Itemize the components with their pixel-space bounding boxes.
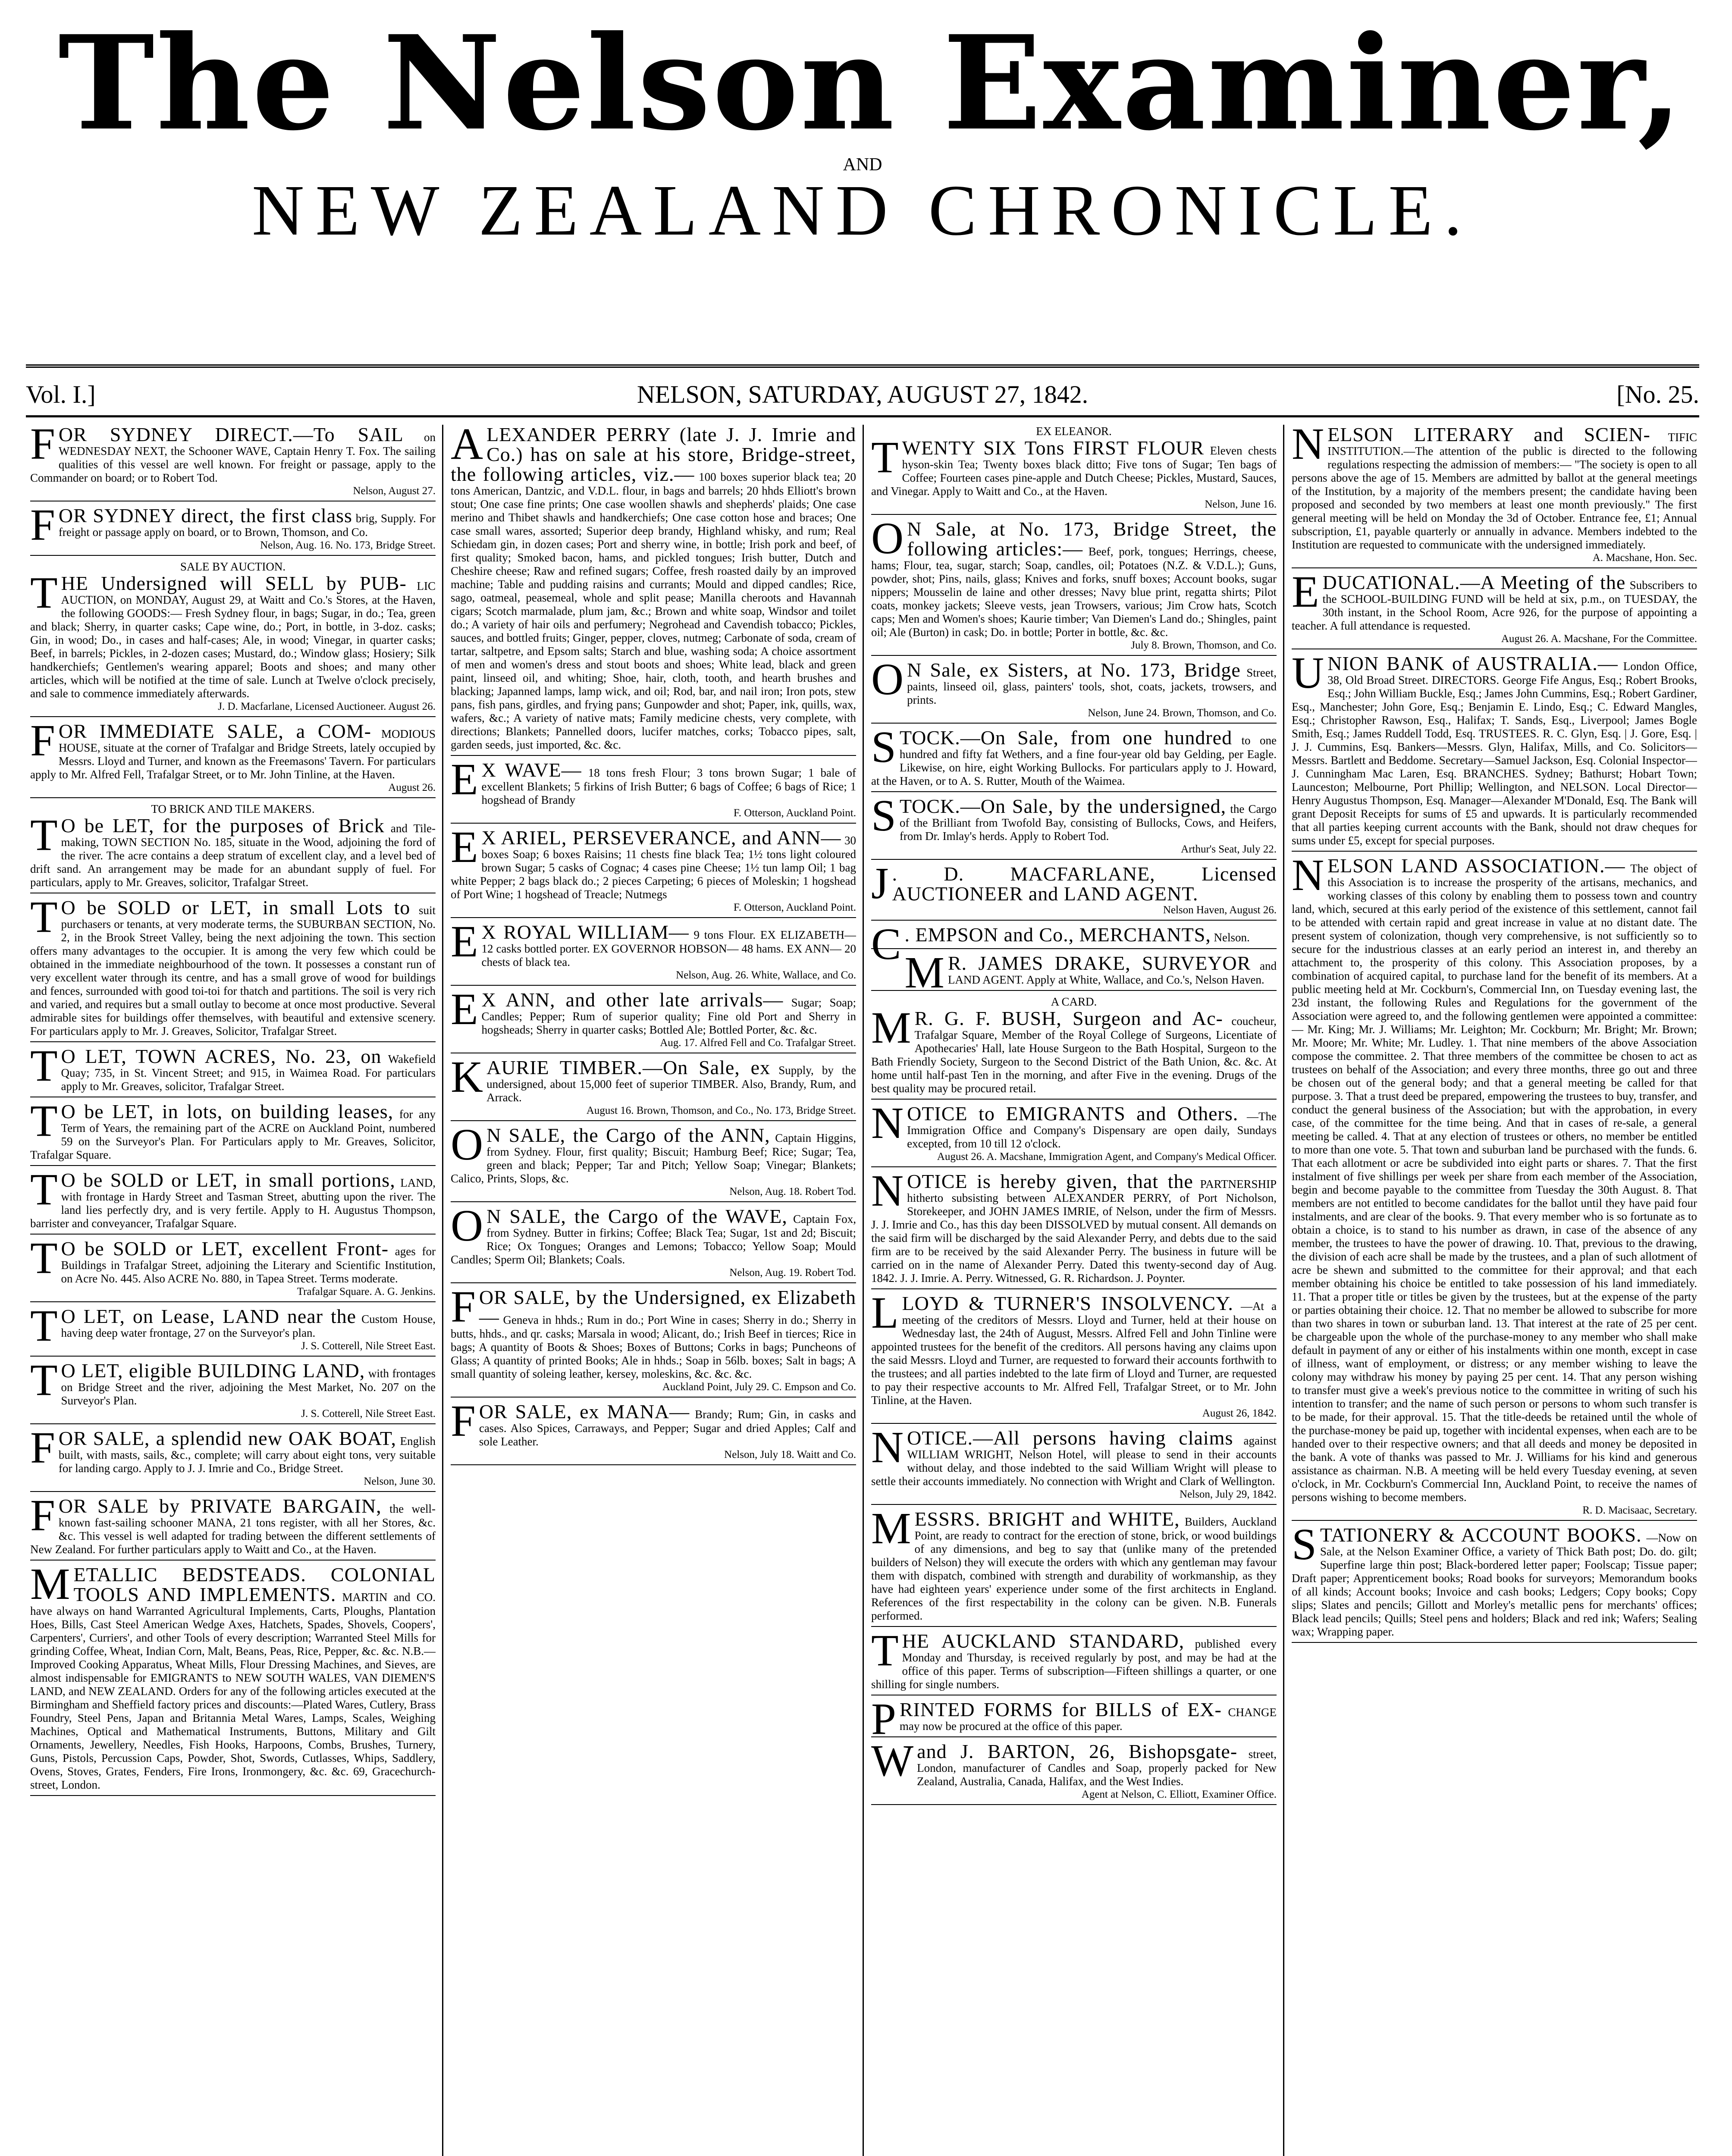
ad-text <box>30 810 436 889</box>
advertisement <box>1292 425 1697 568</box>
ad-text <box>451 917 856 969</box>
advertisement <box>871 655 1277 724</box>
drop-capital: N <box>1292 425 1324 469</box>
advertisement <box>30 716 436 798</box>
ad-headline: O LET, TOWN ACRES, No. 23, on <box>61 1045 382 1067</box>
advertisement <box>30 1423 436 1492</box>
ad-headline: X ROYAL WILLIAM— <box>481 921 689 943</box>
drop-capital: F <box>451 1396 476 1446</box>
drop-capital: P <box>871 1694 896 1744</box>
advertisement <box>1292 850 1697 1521</box>
ad-body: Brandy; Rum; Gin, in casks and cases. Also Spices, Carraways, and Pepper; Sugar and dried Apples; Calf and sole Leather. <box>479 1408 856 1448</box>
ad-body: 9 tons Flour. EX ELIZABETH— 12 casks bottled porter. EX GOVERNOR HOBSON— 48 hams. EX ANN— 20 chests of black tea. <box>481 928 856 968</box>
ad-headline: OTICE to EMIGRANTS and Others. <box>907 1103 1239 1125</box>
drop-capital: T <box>30 892 58 942</box>
advertisement <box>451 755 856 824</box>
advertisement <box>30 560 436 717</box>
ad-text <box>1292 850 1697 1504</box>
ad-text <box>871 859 1277 908</box>
ad-signature: Nelson Haven, August 26. <box>1163 904 1277 916</box>
drop-capital: E <box>451 755 478 804</box>
advertisement <box>871 1504 1277 1627</box>
ad-headline: O be LET, for the purposes of Brick <box>61 815 385 837</box>
ad-body: —The Immigration Office and Company's Dispensary are open daily, Sundays excepted, from 10 till 12 o'clock. <box>907 1110 1277 1150</box>
drop-capital: F <box>30 716 55 765</box>
drop-capital: E <box>451 984 478 1034</box>
drop-capital: E <box>451 917 478 966</box>
ad-headline: O be SOLD or LET, in small portions, <box>61 1169 395 1191</box>
ad-headline: TOCK.—On Sale, from one hundred <box>899 727 1233 749</box>
advertisement <box>871 1288 1277 1424</box>
drop-capital: S <box>871 722 896 772</box>
ad-text <box>1292 567 1697 633</box>
newspaper-subtitle: NEW ZEALAND CHRONICLE. <box>252 170 1473 251</box>
ad-body: Geneva in hhds.; Rum in do.; Port Wine in cases; Sherry in do.; Sherry in butts, hhds., and qr. casks; Marsala in wood; Alicant, do.; Irish Beef in tierces; Rice in bags; A quantity of Boots & Shoes; Boxes of Buttons; Corks in bags; Puncheons of Glass; A quantity of printed Books; Ale in hhds.; Soap in 56lb. boxes; Salt in bags; A small quantity of soleing leather, kersey, moleskins, &c. &c. &c. <box>451 1313 856 1380</box>
advertisement <box>871 995 1277 1100</box>
ad-kicker: EX ELEANOR. <box>1036 425 1112 438</box>
ad-headline: ETALLIC BEDSTEADS. COLONIAL TOOLS AND IMPLEMENTS. <box>73 1564 436 1605</box>
ad-text <box>871 1736 1277 1788</box>
ad-body: Custom House, having deep water frontage, 27 on the Surveyor's plan. <box>61 1313 436 1339</box>
ad-signature: August 26. <box>388 782 436 793</box>
ad-headline: R. JAMES DRAKE, SURVEYOR <box>948 952 1251 974</box>
ad-body: street, London, manufacturer of Candles and Soap, properly packed for New Zealand, Australia, Canada, Halifax, and the West Indies. <box>917 1748 1277 1788</box>
ad-body: LIC AUCTION, on MONDAY, August 29, at Waitt and Co.'s Stores, at the Haven, the following GOODS:— Fresh Sydney flour, in bags; Sugar, in do.; Tea, green and black; Sherry, in quarter casks; Cape wine, do.; Port, in bottle, in 3-doz. casks; Gin, in wood; Do., in cases and half-cases; Ale, in wood; Vinegar, in quarter casks; Beef, in barrels; Pickles, in 2-dozen cases; Mustard, do.; Window glass; Hosiery; Silk handkerchiefs; Gentlemen's wearing apparel; Boots and shoes; and many other articles, which will be notified at the time of sale. Lunch at Twelve o'clock precisely, and sale to commence immediately afterwards. <box>30 580 436 700</box>
ad-body: Wakefield Quay; 735, in St. Vincent Street; and 915, in Waimea Road. For particulars apply to Mr. Greaves, solicitor, Trafalgar Street. <box>61 1053 436 1093</box>
masthead-and: AND <box>843 155 882 175</box>
ad-body: the Cargo of the Brilliant from Twofold Bay, consisting of Bullocks, Cows, and Heifers, from Dr. Imlay's herds. Apply to Robert Tod. <box>899 802 1277 843</box>
drop-capital: M <box>871 1504 911 1553</box>
ad-headline: N SALE, the Cargo of the ANN, <box>486 1124 770 1146</box>
ad-signature: Nelson, Aug. 26. White, Wallace, and Co. <box>676 969 856 981</box>
ad-signature: Nelson, June 24. Brown, Thomson, and Co. <box>1088 707 1277 719</box>
ad-text <box>871 514 1277 639</box>
ad-signature: R. D. Macisaac, Secretary. <box>1582 1504 1697 1516</box>
drop-capital: T <box>871 1626 899 1675</box>
ad-headline: . EMPSON and Co., MERCHANTS, <box>904 924 1211 946</box>
ad-signature: Arthur's Seat, July 22. <box>1181 843 1277 855</box>
advertisement <box>451 917 856 986</box>
advertisement <box>30 1233 436 1302</box>
ad-headline: OR SYDNEY direct, the first class <box>58 505 352 526</box>
ad-headline: O be LET, in lots, on building leases, <box>61 1100 394 1122</box>
ad-headline: DUCATIONAL.—A Meeting of the <box>1322 571 1626 593</box>
ad-body: English built, with masts, sails, &c., complete; will carry about eight tons, very suitable for landing cargo. Apply to J. J. Imrie and Co., Bridge Street. <box>58 1435 436 1475</box>
column-rule <box>1283 425 1284 2156</box>
advertisement <box>871 1626 1277 1695</box>
advertisement <box>451 822 856 918</box>
advertisement <box>30 500 436 556</box>
drop-capital: N <box>1292 850 1324 900</box>
ad-text <box>30 716 436 781</box>
ad-body: and Tile-making, TOWN SECTION No. 185, situate in the Wood, adjoining the ford of the river. The acre contains a deep stratum of excellent clay, and a level bed of drift sand. An arrangement may be made for an abundant supply of fuel. For particulars, apply to Mr. Greaves, solicitor, Trafalgar Street. <box>30 822 436 889</box>
ad-text <box>871 1098 1277 1150</box>
column-4 <box>1292 425 1697 2156</box>
ad-signature: August 26. A. Macshane, Immigration Agent, and Company's Medical Officer. <box>937 1151 1277 1163</box>
ad-signature: Nelson, Aug. 16. No. 173, Bridge Street. <box>260 539 436 551</box>
ad-headline: N Sale, at No. 173, Bridge Street, the following articles:— <box>907 518 1277 560</box>
ad-headline: X ARIEL, PERSEVERANCE, and ANN— <box>481 827 841 849</box>
ad-headline: and J. BARTON, 26, Bishopsgate- <box>917 1740 1238 1762</box>
ad-body: CHANGE may now be procured at the office of this paper. <box>899 1706 1277 1733</box>
ad-headline: OR SALE by PRIVATE BARGAIN, <box>58 1495 382 1517</box>
dateline <box>26 364 1699 417</box>
drop-capital: T <box>30 1233 58 1283</box>
ad-text <box>30 1041 436 1093</box>
ad-headline: AURIE TIMBER.—On Sale, ex <box>486 1056 771 1078</box>
ad-body: Captain Fox, from Sydney. Butter in firkins; Coffee; Black Tea; Sugar, 1st and 2d; Biscuit; Rice; Ox Tongues; Oranges and Lemons; Tobacco; Yellow Soap; Mould Candles; Sperm Oil; Blankets; Coals. <box>451 1213 856 1266</box>
advertisement <box>30 1491 436 1561</box>
advertisement <box>871 514 1277 656</box>
ad-body: ages for Buildings in Trafalgar Street, adjoining the Literary and Scientific Institution, on Acre No. 445. Also ACRE No. 880, in Tapea Street. Terms moderate. <box>61 1245 436 1285</box>
drop-capital: T <box>30 810 58 860</box>
ad-body: Sugar; Soap; Candles; Pepper; Rum of superior quality; Fine old Port and Sherry in hogsheads; Sherry in quarter casks; Bottled Ale; Bottled Porter, &c. &c. <box>481 996 856 1036</box>
advertisement <box>451 1396 856 1465</box>
ad-text <box>30 1559 436 1792</box>
ad-signature: Nelson, Aug. 19. Robert Tod. <box>729 1267 856 1279</box>
ad-signature: F. Otterson, Auckland Point. <box>733 902 856 913</box>
advertisement <box>451 1282 856 1398</box>
advertisement <box>30 1041 436 1097</box>
drop-capital: F <box>30 1491 55 1540</box>
ad-signature: J. S. Cotterell, Nile Street East. <box>301 1408 436 1420</box>
drop-capital: F <box>451 1282 476 1332</box>
drop-capital: T <box>30 568 58 617</box>
ad-text <box>451 1201 856 1266</box>
advertisement <box>1292 567 1697 649</box>
ad-text <box>1292 425 1697 552</box>
advertisement <box>30 1559 436 1796</box>
ad-text <box>451 755 856 807</box>
ad-headline: O LET, eligible BUILDING LAND, <box>61 1360 365 1382</box>
ad-headline: O LET, on Lease, LAND near the <box>61 1305 357 1327</box>
ad-body: coucheur, Trafalgar Square, Member of the Royal College of Surgeons, Licentiate of Apothecaries' Hall, late House Surgeon to the Bath Hospital, Surgeon to the Bath Friendly Society, Surgeon to the Second District of the Bath Union, &c. &c. At home until half-past Ten in the morning, and after Five in the evening. Drugs of the best quality may be procured retail. <box>871 1015 1277 1095</box>
drop-capital: M <box>871 1003 911 1053</box>
ad-text <box>871 1288 1277 1407</box>
ad-body: brig, Supply. For freight or passage apply on board, or to Brown, Thomson, and Co. <box>58 512 436 539</box>
ad-signature: July 8. Brown, Thomson, and Co. <box>1131 639 1277 651</box>
ad-text <box>1292 1520 1697 1639</box>
drop-capital: E <box>1292 567 1319 617</box>
ad-text <box>871 1166 1277 1285</box>
ad-text <box>871 791 1277 843</box>
ad-kicker: SALE BY AUCTION. <box>180 560 286 573</box>
ad-text <box>30 425 436 485</box>
ad-body: Captain Higgins, from Sydney. Flour, first quality; Biscuit; Hamburg Beef; Rice; Sugar; Tea, green and black; Pepper; Tar and Pitch; Yellow Soap; Vinegar; Blankets; Calico, Prints, Slops, &c. <box>451 1131 856 1185</box>
ad-signature: August 16. Brown, Thomson, and Co., No. 173, Bridge Street. <box>586 1105 856 1116</box>
ad-signature: Nelson, August 27. <box>353 485 436 497</box>
ad-body: MARTIN and CO. have always on hand Warranted Agricultural Implements, Carts, Ploughs, Plantation Hoes, Bills, Cast Steel American Wedge Axes, Hatchets, Spades, Shovels, Coopers', Carpenters', Curriers', and other Tools of every description; Warranted Steel Mills for grinding Coffee, Wheat, Indian Corn, Malt, Beans, Peas, Rice, Pepper, &c. &c. N.B.—Improved Cooking Apparatus, Wheat Mills, Flour Dressing Machines, and Sieves, are almost indispensable for EMIGRANTS to NEW SOUTH WALES, VAN DIEMEN'S LAND, and NEW ZEALAND. Orders for any of the following articles executed at the Birmingham and Sheffield factory prices and discounts:—Plated Wares, Cutlery, Brass Foundry, Steel Pens, Japan and Britannia Metal Wares, Lamps, Scales, Weighing Machines, Optical and Mathematical Instruments, Buttons, Military and Gilt Ornaments, Jewellery, Needles, Fish Hooks, Harpoons, Combs, Brushes, Turnery, Guns, Pistols, Percussion Caps, Powder, Shot, Swords, Cutlasses, Whips, Saddlery, Ovens, Stoves, Grates, Fenders, Fire Irons, Ironmongery, &c. &c. 69, Gracechurch-street, London. <box>30 1591 436 1791</box>
column-rule <box>863 425 864 2156</box>
ad-body: with frontages on Bridge Street and the river, adjoining the Mest Market, No. 207 on the Surveyor's Plan. <box>61 1367 436 1407</box>
ad-body: Builders, Auckland Point, are ready to contract for the erection of stone, brick, or wood buildings of any dimensions, and beg to say that (unlike many of the pretended builders of Nelson) they will execute the orders with which any gentleman may favour them with dispatch, combined with strength and durability of workmanship, as they have had eighteen years' experience under some of the first architects in England. References of the first respectability in the colony can be given. N.B. Funerals performed. <box>871 1515 1277 1622</box>
ad-body: on WEDNESDAY NEXT, the Schooner WAVE, Captain Henry T. Fox. The sailing qualities of this vessel are well known. For freight or passage, apply to the Commander on board; or to Robert Tod. <box>30 431 436 484</box>
advertisement <box>1292 1520 1697 1643</box>
ad-text <box>30 1096 436 1162</box>
ad-headline: X WAVE— <box>481 759 582 781</box>
drop-capital: F <box>30 500 55 550</box>
ad-text <box>451 822 856 901</box>
ad-signature: Nelson, June 30. <box>364 1476 436 1487</box>
ad-kicker: A CARD. <box>1051 995 1097 1008</box>
ad-text <box>451 425 856 752</box>
drop-capital: T <box>30 1355 58 1405</box>
ad-body: and LAND AGENT. Apply at White, Wallace, and Co.'s, Nelson Haven. <box>948 959 1277 986</box>
drop-capital: T <box>30 1096 58 1146</box>
ad-headline: LOYD & TURNER'S INSOLVENCY. <box>902 1292 1233 1314</box>
drop-capital: N <box>871 1166 904 1216</box>
ad-headline: HE Undersigned will SELL by PUB- <box>61 572 407 594</box>
ad-text <box>871 948 1277 997</box>
ad-signature: A. Macshane, Hon. Sec. <box>1592 552 1697 564</box>
ad-headline: ELSON LITERARY and SCIEN- <box>1327 425 1650 445</box>
drop-capital: U <box>1292 648 1324 698</box>
ad-text <box>871 1626 1277 1691</box>
drop-capital: M <box>904 948 944 997</box>
ad-headline: R. G. F. BUSH, Surgeon and Ac- <box>914 1007 1223 1029</box>
advertisement <box>871 1736 1277 1805</box>
ad-body: Supply, by the undersigned, about 15,000 feet of superior TIMBER. Also, Brandy, Rum, and Arrack. <box>486 1064 856 1104</box>
ad-body: published every Monday and Thursday, is received regularly by post, and may be had at the office of this paper. Terms of subscription—Fifteen shillings a quarter, or one shilling for single numbers. <box>871 1637 1277 1691</box>
drop-capital: E <box>451 822 478 872</box>
issue-number: [No. 25. <box>1616 380 1699 408</box>
ad-headline: WENTY SIX Tons FIRST FLOUR <box>902 437 1205 459</box>
ad-text <box>30 568 436 700</box>
advertisement <box>871 425 1277 515</box>
advertisement <box>30 802 436 893</box>
ad-body: PARTNERSHIP hitherto subsisting between ALEXANDER PERRY, of Port Nicholson, Storekeeper, and JOHN JAMES IMRIE, of Nelson, under the firm of Messrs. J. J. Imrie and Co., has this day been DISSOLVED by mutual consent. All demands on the said firm will be discharged by the said Alexander Perry, and debts due to the said firm are to be received by the said Alexander Perry. The business in future will be carried on in the name of Alexander Perry. Dated this twenty-second day of Aug. 1842. J. J. Imrie. A. Perry. Witnessed, G. R. Richardson. J. Poynter. <box>871 1178 1277 1285</box>
ad-text <box>871 1003 1277 1095</box>
drop-capital: W <box>871 1736 914 1786</box>
ad-headline: O be SOLD or LET, in small Lots to <box>61 896 411 918</box>
place-and-date: NELSON, SATURDAY, AUGUST 27, 1842. <box>637 380 1089 408</box>
advertisement <box>1292 648 1697 852</box>
drop-capital: O <box>451 1201 483 1250</box>
advertisement <box>871 791 1277 860</box>
advertisement <box>871 859 1277 921</box>
drop-capital: J <box>871 859 889 908</box>
drop-capital: T <box>871 432 899 482</box>
ad-body: suit purchasers or tenants, at very moderate terms, the SUBURBAN SECTION, No. 2, in the Brook Street Valley, being the next adjoining the town. This section offers many advantages to the occupier. It is among the very few which could be obtained in the immediate neighbourhood of the town. It possesses a constant run of very excellent water through its centre, and has a small grove of wood for buildings and fences, surrounded with good toi-toi for thatch and partitions. The soil is very rich and varied, and requires but a small outlay to become at once most productive. Several admirable sites for buildings offer themselves, with beautiful and extensive scenery. For particulars apply to Mr. J. Greaves, Solicitor, Trafalgar Street. <box>30 904 436 1037</box>
ad-body: the well-known fast-sailing schooner MANA, 21 tons register, with all her Stores, &c. &c. This vessel is well adapted for trading between the different settlements of New Zealand. For further particulars apply to Waitt and Co., at the Haven. <box>30 1502 436 1556</box>
columns <box>30 425 1699 2156</box>
advertisement <box>30 1301 436 1357</box>
ad-headline: TOCK.—On Sale, by the undersigned, <box>899 795 1227 817</box>
drop-capital: T <box>30 1165 58 1214</box>
drop-capital: C <box>871 919 901 969</box>
ad-body: Subscribers to the SCHOOL-BUILDING FUND will be held at six, p.m., on TUESDAY, the 30th instant, in the School Room, Acre 926, for the purpose of appointing a teacher. A full attendance is requested. <box>1292 579 1697 632</box>
ad-headline: N SALE, the Cargo of the WAVE, <box>486 1205 788 1227</box>
advertisement <box>30 1165 436 1235</box>
ad-body: Street, paints, linseed oil, glass, painters' tools, shot, coats, jackets, trowsers, and prints. <box>907 666 1277 706</box>
ad-signature: Trafalgar Square. A. G. Jenkins. <box>297 1286 436 1297</box>
ad-body: Eleven chests hyson-skin Tea; Twenty boxes black ditto; Five tons of Sugar; Ten bags of Coffee; Fourteen cases pine-apple and Dutch Cheese; Pickles, Mustard, Sauces, and Vinegar. Apply to Waitt and Co., at the Haven. <box>871 444 1277 498</box>
ad-body: —Now on Sale, at the Nelson Examiner Office, a variety of Thick Bath post; Do. do. gilt; Superfine large thin post; Black-bordered letter paper; Foolscap; Tissue paper; Draft paper; Apprenticement books; Road books for surveyors; Memorandum books of all kinds; Account books; Invoice and cash books; Ledgers; Copy books; Copy slips; Slates and pencils; Gillott and Morley's metallic pens for merchants' offices; Black lead pencils; Quills; Steel pens and holders; Black and red ink; Wafers; Sealing wax; Wrapping paper. <box>1292 1531 1697 1638</box>
ad-body: TIFIC INSTITUTION.—The attention of the public is directed to the following regulations respecting the admission of members:— "The society is open to all persons above the age of 15. Members are admitted by ballot at the general meetings of the Institution, by a majority of the members present; the candidate having been proposed and seconded by two members at least one month previously." The first general meeting will be held on Monday the 3d of October. Entrance fee, £1; Annual subscription, £1, payable quarterly or annually in advance. Members indebted to the Institution are requested to communicate with the undersigned immediately. <box>1292 431 1697 551</box>
ad-body: for any Term of Years, the remaining part of the ACRE on Auckland Point, numbered 59 on the Surveyor's Plan. For Particulars apply to Mr. Greaves, Solicitor, Trafalgar Square. <box>30 1108 436 1161</box>
advertisement <box>451 1120 856 1202</box>
ad-text <box>871 1504 1277 1623</box>
drop-capital: K <box>451 1052 483 1102</box>
ad-headline: OTICE is hereby given, that the <box>907 1170 1193 1192</box>
ad-body: MODIOUS HOUSE, situate at the corner of Trafalgar and Bridge Streets, lately occupied by Messrs. Lloyd and Turner, and known as the Freemasons' Tavern. For particulars apply to Mr. Alfred Fell, Trafalgar Street, or to Mr. John Tinline, at the Haven. <box>30 727 436 781</box>
column-rule <box>442 425 443 2156</box>
drop-capital: T <box>30 1041 58 1091</box>
ad-signature: J. D. Macfarlane, Licensed Auctioneer. August 26. <box>218 701 436 712</box>
ad-headline: RINTED FORMS for BILLS of EX- <box>899 1698 1222 1720</box>
ad-text <box>451 984 856 1037</box>
advertisement <box>30 1355 436 1424</box>
ad-headline: LEXANDER PERRY (late J. J. Imrie and Co.) has on sale at his store, Bridge-street, the following articles, viz.— <box>451 425 856 485</box>
ad-signature: J. S. Cotterell, Nile Street East. <box>301 1340 436 1352</box>
advertisement <box>451 1201 856 1283</box>
newspaper-title: The Nelson Examiner, <box>58 7 1685 159</box>
drop-capital: M <box>30 1559 70 1609</box>
ad-headline: OR SALE, by the Undersigned, ex Elizabeth— <box>479 1286 856 1328</box>
ad-headline: TATIONERY & ACCOUNT BOOKS. <box>1320 1524 1642 1546</box>
advertisement <box>451 425 856 756</box>
advertisement <box>871 722 1277 792</box>
ad-body: 30 boxes Soap; 6 boxes Raisins; 11 chests fine black Tea; 1½ tons light coloured brown Sugar; 5 casks of Cognac; 4 cases pine Cheese; 1½ tun lamp Oil; 1 bag white Pepper; 2 bags black do.; 2 pieces Carpeting; 6 pieces of Moleskin; 1 hogshead of Port Wine; 1 hogshead of Treacle; Nutmegs <box>451 834 856 901</box>
ad-body: LAND, with frontage in Hardy Street and Tasman Street, abutting upon the river. The land lies perfectly dry, and is very fertile. Apply to H. Augustus Thompson, barrister and conveyancer, Trafalgar Square. <box>30 1176 436 1230</box>
drop-capital: S <box>1292 1520 1317 1569</box>
ad-body: Nelson. <box>1214 931 1250 944</box>
advertisement <box>871 1166 1277 1289</box>
ad-signature: Nelson, Aug. 18. Robert Tod. <box>729 1186 856 1197</box>
ad-headline: ESSRS. BRIGHT and WHITE, <box>914 1508 1180 1530</box>
ad-body: London Office, 38, Old Broad Street. DIRECTORS. George Fife Angus, Esq.; Robert Brooks, Esq.; John William Buckle, Esq.; James John Cummins, Esq.; Robert Gardiner, Esq., Manchester; John Gore, Esq.; Benjamin E. Lindo, Esq.; C. Edward Mangles, Esq.; Christopher Rawson, Esq., Halifax; T. Sands, Esq., Liverpool; James Bogle Smith, Esq.; James Ruddell Todd, Esq. TRUSTEES. R. C. Glyn, Esq. | J. Gore, Esq. | J. J. Cummins, Esq. Bankers—Messrs. Glyn, Halifax, Mills, and Co. Solicitors—Messrs. Bartlett and Beddome. Secretary—Samuel Jackson, Esq. Colonial Inspector—J. Cunningham Mac Laren, Esq. BRANCHES. Sydney; Bathurst; Hobart Town; Launceston; Melbourne, Port Phillip; Wellington, and NELSON. Local Director—Henry Augustus Thompson, Esq. Manager—Alexander M'Donald, Esq. The Bank will grant Deposit Receipts for sums of £5 and upwards. It is particularly recommended that all parties keeping current accounts with the Bank, should not draw cheques for sums under £5, except for special purposes. <box>1292 660 1697 847</box>
drop-capital: O <box>871 514 904 563</box>
ad-text <box>451 1396 856 1448</box>
advertisement <box>30 425 436 501</box>
drop-capital: O <box>871 655 904 704</box>
ad-signature: August 26. A. Macshane, For the Committee. <box>1501 633 1697 645</box>
ad-text <box>871 1694 1277 1744</box>
ad-signature: Aug. 17. Alfred Fell and Co. Trafalgar Street. <box>660 1037 856 1049</box>
ad-text <box>1292 648 1697 847</box>
ad-headline: X ANN, and other late arrivals— <box>481 989 784 1011</box>
ad-body: —At a meeting of the creditors of Messrs. Lloyd and Turner, held at their house on Wednesday last, the 24th of August, Messrs. Alfred Fell and John Tinline were appointed trustees for the benefit of the creditors. All persons having any claims upon the said Messrs. Lloyd and Turner, are requested to forward their accounts forthwith to the trustees; and all parties indebted to the late firm of Lloyd and Turner, are requested to pay their respective accounts to Mr. Alfred Fell, Trafalgar Street, or to Mr. John Tinline, at the Haven. <box>871 1300 1277 1407</box>
advertisement <box>451 1052 856 1121</box>
ad-text <box>871 722 1277 788</box>
ad-body: to one hundred and fifty fat Wethers, and a fine four-year old bay Gelding, per Eagle. Likewise, on hire, eight Working Bullocks. For particulars apply to J. Howard, at the Haven, or to A. S. Rutter, Mouth of the Waimea. <box>871 734 1277 787</box>
ad-signature: August 26, 1842. <box>1202 1407 1277 1419</box>
ad-signature: Nelson, June 16. <box>1205 498 1277 510</box>
drop-capital: L <box>871 1288 899 1338</box>
ad-signature: Nelson, July 18. Waitt and Co. <box>724 1449 856 1460</box>
ad-text <box>30 1355 436 1407</box>
ad-signature: Auckland Point, July 29. C. Empson and Co. <box>662 1381 856 1393</box>
column-2 <box>451 425 856 2156</box>
advertisement <box>30 892 436 1042</box>
ad-body: The object of this Association is to increase the prosperity of the artisans, mechanics, and working classes of this colony by enabling them to possess town and country land, which, secured at this early period of the existence of this settlement, cannot fail to be attended with certain rapid and great increase in value at no distant date. The present system of colonization, though very comprehensive, is not sufficiently so to secure for the industrious classes at an early period an interest in, and thereby an attachment to, the prosperity of this colony. This Association proposes, by a combination of acquired capital, to purchase land for the benefit of its members. At a public meeting held at Mr. Cockburn's, Commercial Inn, on Tuesday evening last, the 23d instant, the following Rules and Regulations for the government of the Association were agreed to, and the following gentlemen were appointed a committee:— Mr. King; Mr. J. Williams; Mr. Leighton; Mr. Cockburn; Mr. Bright; Mr. Brown; Mr. Moore; Mr. White; Mr. Ludley. 1. That nine members of the above Association compose the committee. 2. That three members of the committee be chosen to act as trustees on behalf of the Association; and every three months, three go out and three be chosen out of the general body; and that a general meeting be called for that purpose. 3. That a trust deed be prepared, empowering the trustees to buy, transfer, and conduct the general business of the Association; but with the approbation, in every case, of the committee for the time being. And that in cases of re-sale, a general meeting be called. 4. That at any election of trustees or others, no member be entitled to more than one vote. 5. That town and suburban land be purchased with the funds. 6. That each allotment or acre be subdivided into eight parts or shares. 7. That the first instalment of five shillings per week per share from each member of the Association, begin and become payable to the committee from Tuesday the 30th August. 8. That members are not entitled to become candidates for the ballot until they have paid four instalments, and are clear of the books. 9. That every member who is so fortunate as to obtain a choice, is to stand to his number as drawn, in case of the absence of any member, the trustees to have the power of drawing. 10. That, previous to the drawing, the division of each acre shall be made by the trustees, and a plan of such allotment of acre be shewn and submitted to the committee for their approval; and that each member obtaining his choice be entitled to take possession of his land immediately. 11. That a proper title or titles be given by the trustees, but at the expense of the party or parties obtaining their choice. 12. That no member be allowed to subscribe for more than two shares in town or suburban land. 13. That interest at the rate of 25 per cent. be chargeable upon the whole of the purchase-money to any member who shall make default in payment of any or either of his instalments within one month, except in case of illness, want of employment, or distress; or any member wishing to leave the colony may withdraw his money by paying 25 per cent. 14. That any person wishing to transfer must give a week's previous notice to the committee in writing of such his intention to transfer; and the name of such person or persons to whom such transfer is to be made, for their approval. 15. That the title-deeds be retained until the whole of the purchase-money be paid up, together with incidental expenses, when each are to be handed over to their respective owners; and that all deeds and money be deposited in the bank. A vote of thanks was passed to Mr. J. Williams for his kind and generous assistance as chairman. N.B. A meeting will be held every Tuesday evening, at seven o'clock, in Mr. Cockburn's Commercial Inn, Auckland Point, to receive the names of persons wishing to become members. <box>1292 862 1697 1504</box>
ad-body: 100 boxes superior black tea; 20 tons American, Dantzic, and V.D.L. flour, in bags and barrels; 20 hhds Elliott's brown stout; One case fine prints; One case woollen shawls and shepherds' plaids; One case merino and Thibet shawls and handkerchiefs; One case cotton hose and braces; One case small wares, assorted; Superior deep brandy, Highland whisky, and rum; Real Schiedam gin, in dozen cases; Port and sherry wine, in bottle; Irish pork and beef, of first quality; Smoked bacon, hams, and pickled tongues; Irish butter, Dutch and Cheshire cheese; Raw and refined sugars; Coffee, fresh roasted daily by an improved machine; Table and pudding raisins and currants; Mould and dipped candles; Rice, sago, oatmeal, peasemeal, whole and split pease; Manilla cheroots and Havannah cigars; Scotch marmalade, plum jam, &c.; Brown and white soap, Windsor and toilet do.; A variety of hair oils and perfumery; Negrohead and Cavendish tobacco; Pickles, sauces, and bottled fruits; Ginger, pepper, cloves, nutmeg; Carbonate of soda, cream of tartar, saltpetre, and Epsom salts; Starch and blue, washing soda; A choice assortment of men and women's dress and stout boots and shoes; White lead, black and green paint, linseed oil, and whiting; Shoe, hair, cloth, tooth, and hearth brushes and blacking; Japanned lamps, lamp wick, and oil; Rod, bar, and nail iron; Iron pots, stew pans, fish pans, girdles, and frying pans; Gunpowder and shot; Paper, ink, quills, wax, wafers, &c.; A variety of native mats; Family medicine chests, very complete, with directions; Blankets; Pannelled doors, lucifer matches, corks; Tobacco pipes, salt, garden seeds, just imported, &c. &c. <box>451 470 856 751</box>
column-1 <box>30 425 436 2156</box>
drop-capital: A <box>451 425 483 469</box>
ad-text <box>30 1491 436 1556</box>
masthead <box>26 7 1699 251</box>
ad-text <box>871 432 1277 498</box>
ad-headline: HE AUCKLAND STANDARD, <box>902 1630 1185 1652</box>
ad-headline: OR SYDNEY DIRECT.—To SAIL <box>58 425 404 445</box>
drop-capital: T <box>30 1301 58 1351</box>
advertisement <box>30 1096 436 1166</box>
advertisement <box>871 1098 1277 1167</box>
drop-capital: S <box>871 791 896 840</box>
ad-text <box>30 1423 436 1475</box>
drop-capital: O <box>451 1120 483 1169</box>
drop-capital: F <box>30 425 55 469</box>
column-3 <box>871 425 1277 2156</box>
advertisement <box>871 1694 1277 1744</box>
ad-text <box>30 1165 436 1230</box>
ad-text <box>30 1233 436 1285</box>
ad-text <box>871 1423 1277 1488</box>
ad-signature: Nelson, July 29, 1842. <box>1180 1489 1277 1500</box>
ad-body: against WILLIAM WRIGHT, Nelson Hotel, will please to send in their accounts without delay, and those indebted to the said William Wright will please to settle their accounts immediately. No connection with Wright and Clark of Wellington. <box>871 1434 1277 1488</box>
volume-number: Vol. I.] <box>26 380 96 408</box>
drop-capital: F <box>30 1423 55 1473</box>
ad-signature: F. Otterson, Auckland Point. <box>733 807 856 819</box>
ad-headline: N Sale, ex Sisters, at No. 173, Bridge <box>907 659 1241 681</box>
ad-headline: O be SOLD or LET, excellent Front- <box>61 1238 389 1260</box>
ad-headline: OR IMMEDIATE SALE, a COM- <box>58 720 371 742</box>
advertisement <box>871 1423 1277 1505</box>
ad-text <box>30 892 436 1038</box>
ad-signature: Agent at Nelson, C. Elliott, Examiner Office. <box>1081 1789 1277 1800</box>
ad-headline: . D. MACFARLANE, Licensed AUCTIONEER and LAND AGENT. <box>892 863 1277 905</box>
ad-kicker: TO BRICK AND TILE MAKERS. <box>151 802 315 815</box>
ad-text <box>451 1282 856 1381</box>
drop-capital: N <box>871 1098 904 1148</box>
ad-text <box>451 1052 856 1104</box>
advertisement <box>451 984 856 1053</box>
ad-body: Beef, pork, tongues; Herrings, cheese, hams; Flour, tea, sugar, starch; Soap, candles, oil; Potatoes (N.Z. & V.D.L.); Guns, powder, shot; Pins, nails, glass; Knives and forks, snuff boxes; Account books, sugar nippers; Mousselin de laine and other dresses; Navy blue print, regatta shirts; Pilot coats, monkey jackets; Sleeve vests, jean Trowsers, various; Jim Crow hats, Scotch caps; Men and Women's shoes; Kaurie timber; Van Diemen's Land do.; Shingles, paint oil; Ale (Burton) in cask; Do. in bottle; Porter in bottle, &c. &c. <box>871 545 1277 639</box>
ad-headline: ELSON LAND ASSOCIATION.— <box>1327 855 1625 877</box>
ad-body: 18 tons fresh Flour; 3 tons brown Sugar; 1 bale of excellent Blankets; 5 firkins of Irish Butter; 6 bags of Coffee; 6 bags of Rice; 1 hogshead of Brandy <box>481 766 856 806</box>
ad-text <box>871 655 1277 707</box>
ad-text <box>451 1120 856 1185</box>
drop-capital: N <box>871 1423 904 1472</box>
advertisement <box>871 948 1277 997</box>
ad-headline: OR SALE, a splendid new OAK BOAT, <box>58 1427 397 1449</box>
ad-headline: NION BANK of AUSTRALIA.— <box>1327 652 1618 674</box>
ad-headline: OTICE.—All persons having claims <box>907 1427 1233 1449</box>
ad-headline: OR SALE, ex MANA— <box>479 1401 690 1423</box>
